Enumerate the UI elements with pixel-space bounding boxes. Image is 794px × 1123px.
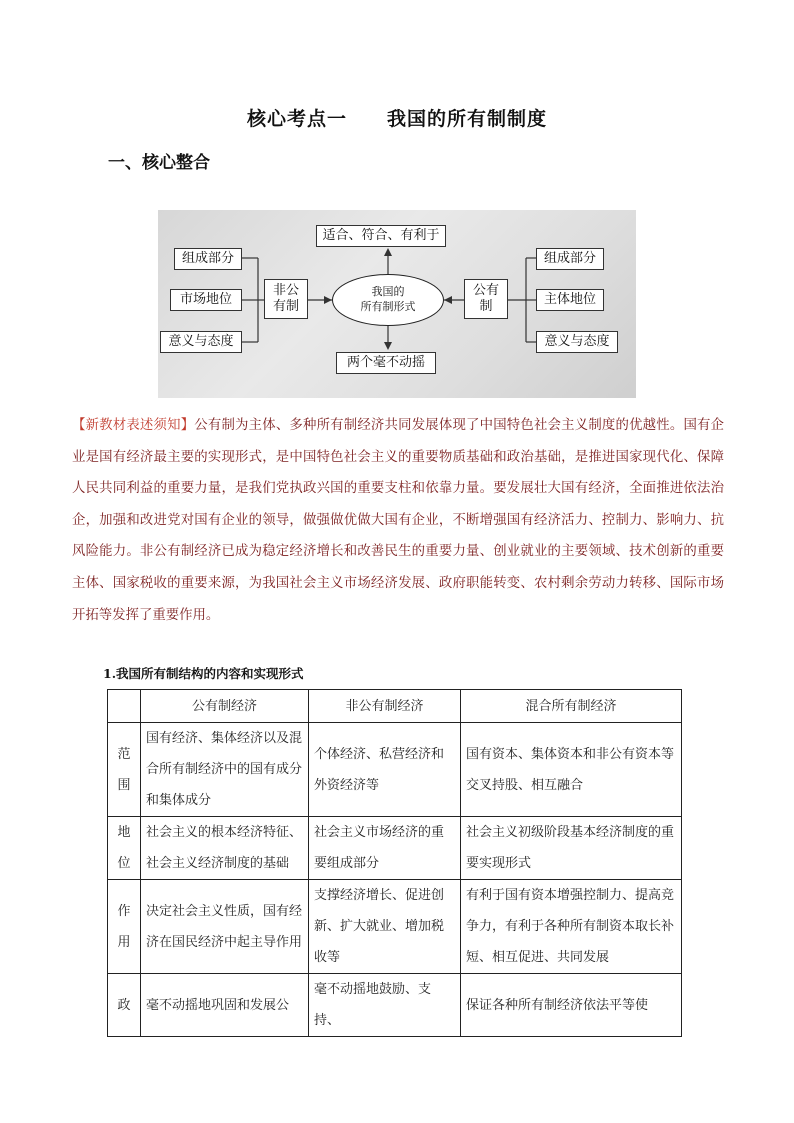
left-item: 组成部分 <box>174 248 242 270</box>
row-header: 地 位 <box>108 817 141 880</box>
ownership-table <box>107 689 682 1037</box>
table-cell: 毫不动摇地鼓励、支持、 <box>309 974 461 1037</box>
table-row <box>108 974 682 1037</box>
right-item: 主体地位 <box>536 289 604 311</box>
center-oval: 我国的 所有制形式 <box>332 274 444 326</box>
table-cell: 国有资本、集体资本和非公有资本等交叉持股、相互融合 <box>461 723 682 817</box>
row-header: 作 用 <box>108 880 141 974</box>
table-caption: 1.我国所有制结构的内容和实现形式 <box>103 666 304 681</box>
note-tag: 【新教材表述须知】 <box>72 418 195 433</box>
table-cell: 保证各种所有制经济依法平等使 <box>461 974 682 1037</box>
table-header-cell: 混合所有制经济 <box>461 690 682 723</box>
table-cell: 社会主义市场经济的重要组成部分 <box>309 817 461 880</box>
top-box: 适合、符合、有利于 <box>316 225 446 247</box>
table-row <box>108 817 682 880</box>
left-item: 意义与态度 <box>160 331 242 353</box>
table-row <box>108 723 682 817</box>
table-cell: 社会主义的根本经济特征、社会主义经济制度的基础 <box>141 817 309 880</box>
table-header-row <box>108 690 682 723</box>
table-header-cell <box>108 690 141 723</box>
row-header: 范 围 <box>108 723 141 817</box>
right-item: 组成部分 <box>536 248 604 270</box>
table-cell: 毫不动摇地巩固和发展公 <box>141 974 309 1037</box>
bottom-box: 两个毫不动摇 <box>336 352 436 374</box>
row-header: 政 <box>108 974 141 1037</box>
table-cell: 有利于国有资本增强控制力、提高竞争力，有利于各种所有制资本取长补短、相互促进、共同发展 <box>461 880 682 974</box>
page-title: 核心考点一 我国的所有制制度 <box>246 108 547 130</box>
ownership-diagram <box>158 210 636 398</box>
table-cell: 个体经济、私营经济和外资经济等 <box>309 723 461 817</box>
table-cell: 支撑经济增长、促进创新、扩大就业、增加税收等 <box>309 880 461 974</box>
public-node: 公有 制 <box>464 279 508 319</box>
left-item: 市场地位 <box>170 289 242 311</box>
table-header-cell: 非公有制经济 <box>309 690 461 723</box>
table-header-cell: 公有制经济 <box>141 690 309 723</box>
note-paragraph <box>72 410 724 631</box>
table-cell: 决定社会主义性质，国有经济在国民经济中起主导作用 <box>141 880 309 974</box>
right-item: 意义与态度 <box>536 331 618 353</box>
table-row <box>108 880 682 974</box>
table-cell: 社会主义初级阶段基本经济制度的重要实现形式 <box>461 817 682 880</box>
non-public-node: 非公 有制 <box>264 279 308 319</box>
note-text: 公有制为主体、多种所有制经济共同发展体现了中国特色社会主义制度的优越性。国有企业是国有经济最主要的实现形式，是中国特色社会主义的重要物质基础和政治基础，是推进国家现代化、保障人民共同利益的重要力量，是我们党执政兴国的重要支柱和依靠力量。要发展壮大国有经济，全面推进依法治企，加强和改进党对国有企业的领导，做强做优做大国有企业，不断增强国有经济活力、控制力、影响力、抗风险能力。非公有制经济已成为稳定经济增长和改善民生的重要力量、创业就业的主要领域、技术创新的重要主体、国家税收的重要来源，为我国社会主义市场经济发展、政府职能转变、农村剩余劳动力转移、国际市场开拓等发挥了重要作用。 <box>72 418 725 623</box>
table-cell: 国有经济、集体经济以及混合所有制经济中的国有成分和集体成分 <box>141 723 309 817</box>
section-heading: 一、核心整合 <box>108 153 210 173</box>
